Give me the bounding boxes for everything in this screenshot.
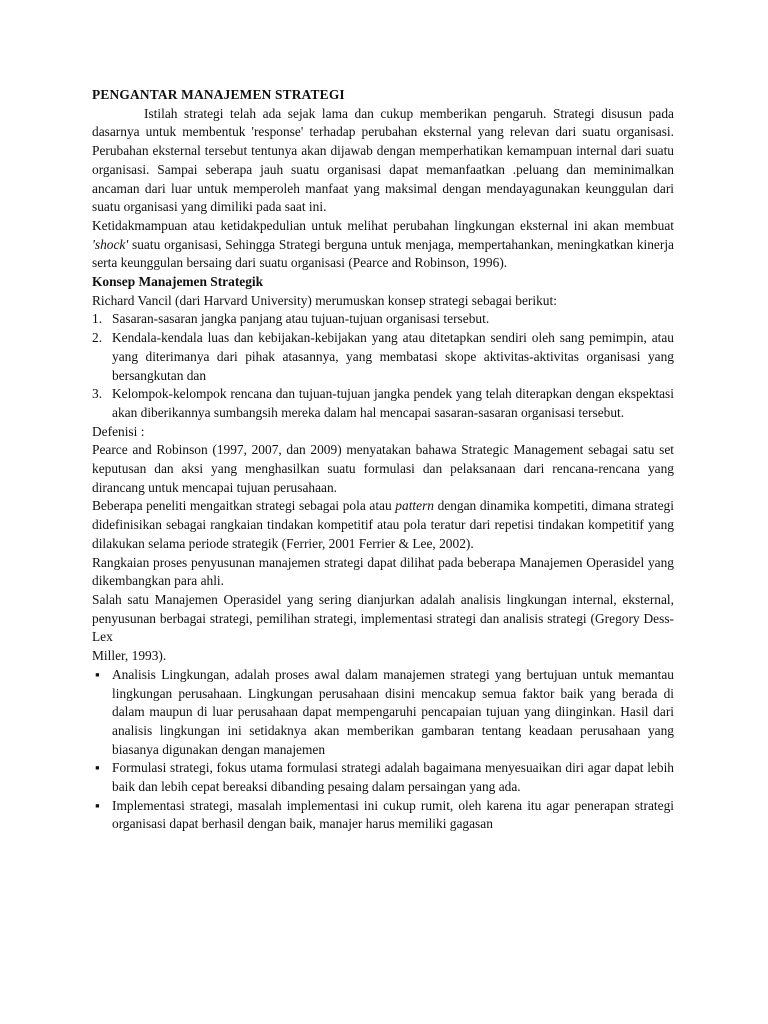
pattern-italic: pattern (395, 498, 434, 514)
numbered-item (92, 329, 674, 385)
bullet-text: Analisis Lingkungan, adalah proses awal dalam manajemen strategi yang bertujuan untuk memantau lingkungan perusahaan. Lingkungan perusahaan disini mencakup semua faktor baik yang berada di dalam maupun di luar perusahaan dapat mempengaruhi pencapaian tujuan yang diinginkan. Hasil dari analisis lingkungan ini setidaknya akan memberikan gambaran tentang keadaan perusahaan yang biasanya digunakan dengan manajemen (112, 666, 674, 757)
bullet-square-icon: ▪ (95, 797, 100, 813)
item-text: Kendala-kendala luas dan kebijakan-kebijakan yang atau ditetapkan sendiri oleh sang pemimpin, atau yang diterimanya dari pihak atasannya, yang membatasi skope aktivitas-aktivitas organisasi yang bersangkutan dan (112, 330, 674, 383)
bullet-square-icon: ▪ (95, 760, 100, 776)
rangkaian-paragraph: Rangkaian proses penyusunan manajemen strategi dapat dilihat pada beberapa Manajemen Operasidel yang dikembangkan para ahli. (92, 554, 674, 589)
pattern-paragraph (92, 497, 674, 553)
item-text: Kelompok-kelompok rencana dan tujuan-tujuan jangka pendek yang telah diterapkan dengan ekspektasi akan diberikannya sumbangsih mereka dalam hal mencapai sasaran-sasaran organisasi tersebut. (112, 386, 674, 420)
salah-paragraph: Salah satu Manajemen Operasidel yang sering dianjurkan adalah analisis lingkungan internal, eksternal, penyusunan berbagai strategi, pemilihan strategi, implementasi strategi dan analisis strategi (Gregory Dess-Lex (92, 591, 674, 645)
pearce-definition: Pearce and Robinson (1997, 2007, dan 2009) menyatakan bahawa Strategic Management sebagai satu set keputusan dan aksi yang menghasilkan suatu formulasi dan pelaksanaan dari rencana-rencana yang dirancang untuk mencapai tujuan perusahaan. (92, 442, 674, 495)
numbered-item (92, 310, 674, 329)
bullet-text: Implementasi strategi, masalah implementasi ini cukup rumit, oleh karena itu agar penerapan strategi organisasi dapat berhasil dengan baik, manajer harus memiliki gagasan (112, 797, 674, 832)
shock-paragraph (92, 217, 674, 273)
bullet-item (92, 666, 674, 760)
shock-text-after: suatu organisasi, Sehingga Strategi berguna untuk menjaga, mempertahankan, meningkatkan kinerja serta keunggulan bersaing dari suatu organisasi (Pearce and Robinson, 1996). (92, 236, 674, 271)
item-text: Sasaran-sasaran jangka panjang atau tujuan-tujuan organisasi tersebut. (112, 311, 490, 327)
item-number: 1. (92, 311, 103, 327)
section-heading: Konsep Manajemen Strategik (92, 274, 264, 290)
shock-italic: 'shock' (92, 236, 129, 252)
bullet-square-icon: ▪ (95, 666, 100, 682)
pattern-text-after: dengan dinamika kompetiti, dimana strategi didefinisikan sebagai rangkaian tindakan kompetitif atau pola teratur dari repetisi tindakan kompetitif yang dilakukan selama periode strategik (Ferrier, 2001 Ferrier & Lee, 2002). (92, 498, 674, 551)
bullet-text: Formulasi strategi, fokus utama formulasi strategi adalah bagaimana menyesuaikan diri agar dapat lebih baik dan lebih cepat bereaksi dibanding pesaing dalam persaingan yang ada. (112, 760, 674, 795)
numbered-item (92, 385, 674, 422)
vancil-intro: Richard Vancil (dari Harvard University) merumuskan konsep strategi sebagai berikut: (92, 292, 557, 308)
bullet-item (92, 759, 674, 796)
item-number: 3. (92, 386, 103, 402)
bullet-item (92, 797, 674, 834)
item-number: 2. (92, 330, 103, 346)
definition-label: Defenisi : (92, 423, 145, 439)
pattern-text-before: Beberapa peneliti mengaitkan strategi sebagai pola atau (92, 498, 396, 514)
intro-paragraph: Istilah strategi telah ada sejak lama dan cukup memberikan pengaruh. Strategi disusun pada dasarnya untuk membentuk 'response' terhadap perubahan eksternal yang relevan dari suatu organisasi. Perubahan eksternal tersebut tentunya akan dijawab dengan memperhatikan kemampuan internal dari suatu organisasi. Sampai seberapa jauh suatu organisasi dapat memanfaatkan .peluang dan meminimalkan ancaman dari luar untuk memperoleh manfaat yang maksimal dengan mendayagunakan keunggulan dari suatu organisasi yang dimiliki pada saat ini. (92, 105, 674, 215)
document-title: PENGANTAR MANAJEMEN STRATEGI (92, 87, 345, 102)
salah-paragraph-continuation: Miller, 1993). (92, 648, 167, 664)
shock-text-before: Ketidakmampuan atau ketidakpedulian untuk melihat perubahan lingkungan eksternal ini akan membuat (92, 217, 674, 233)
